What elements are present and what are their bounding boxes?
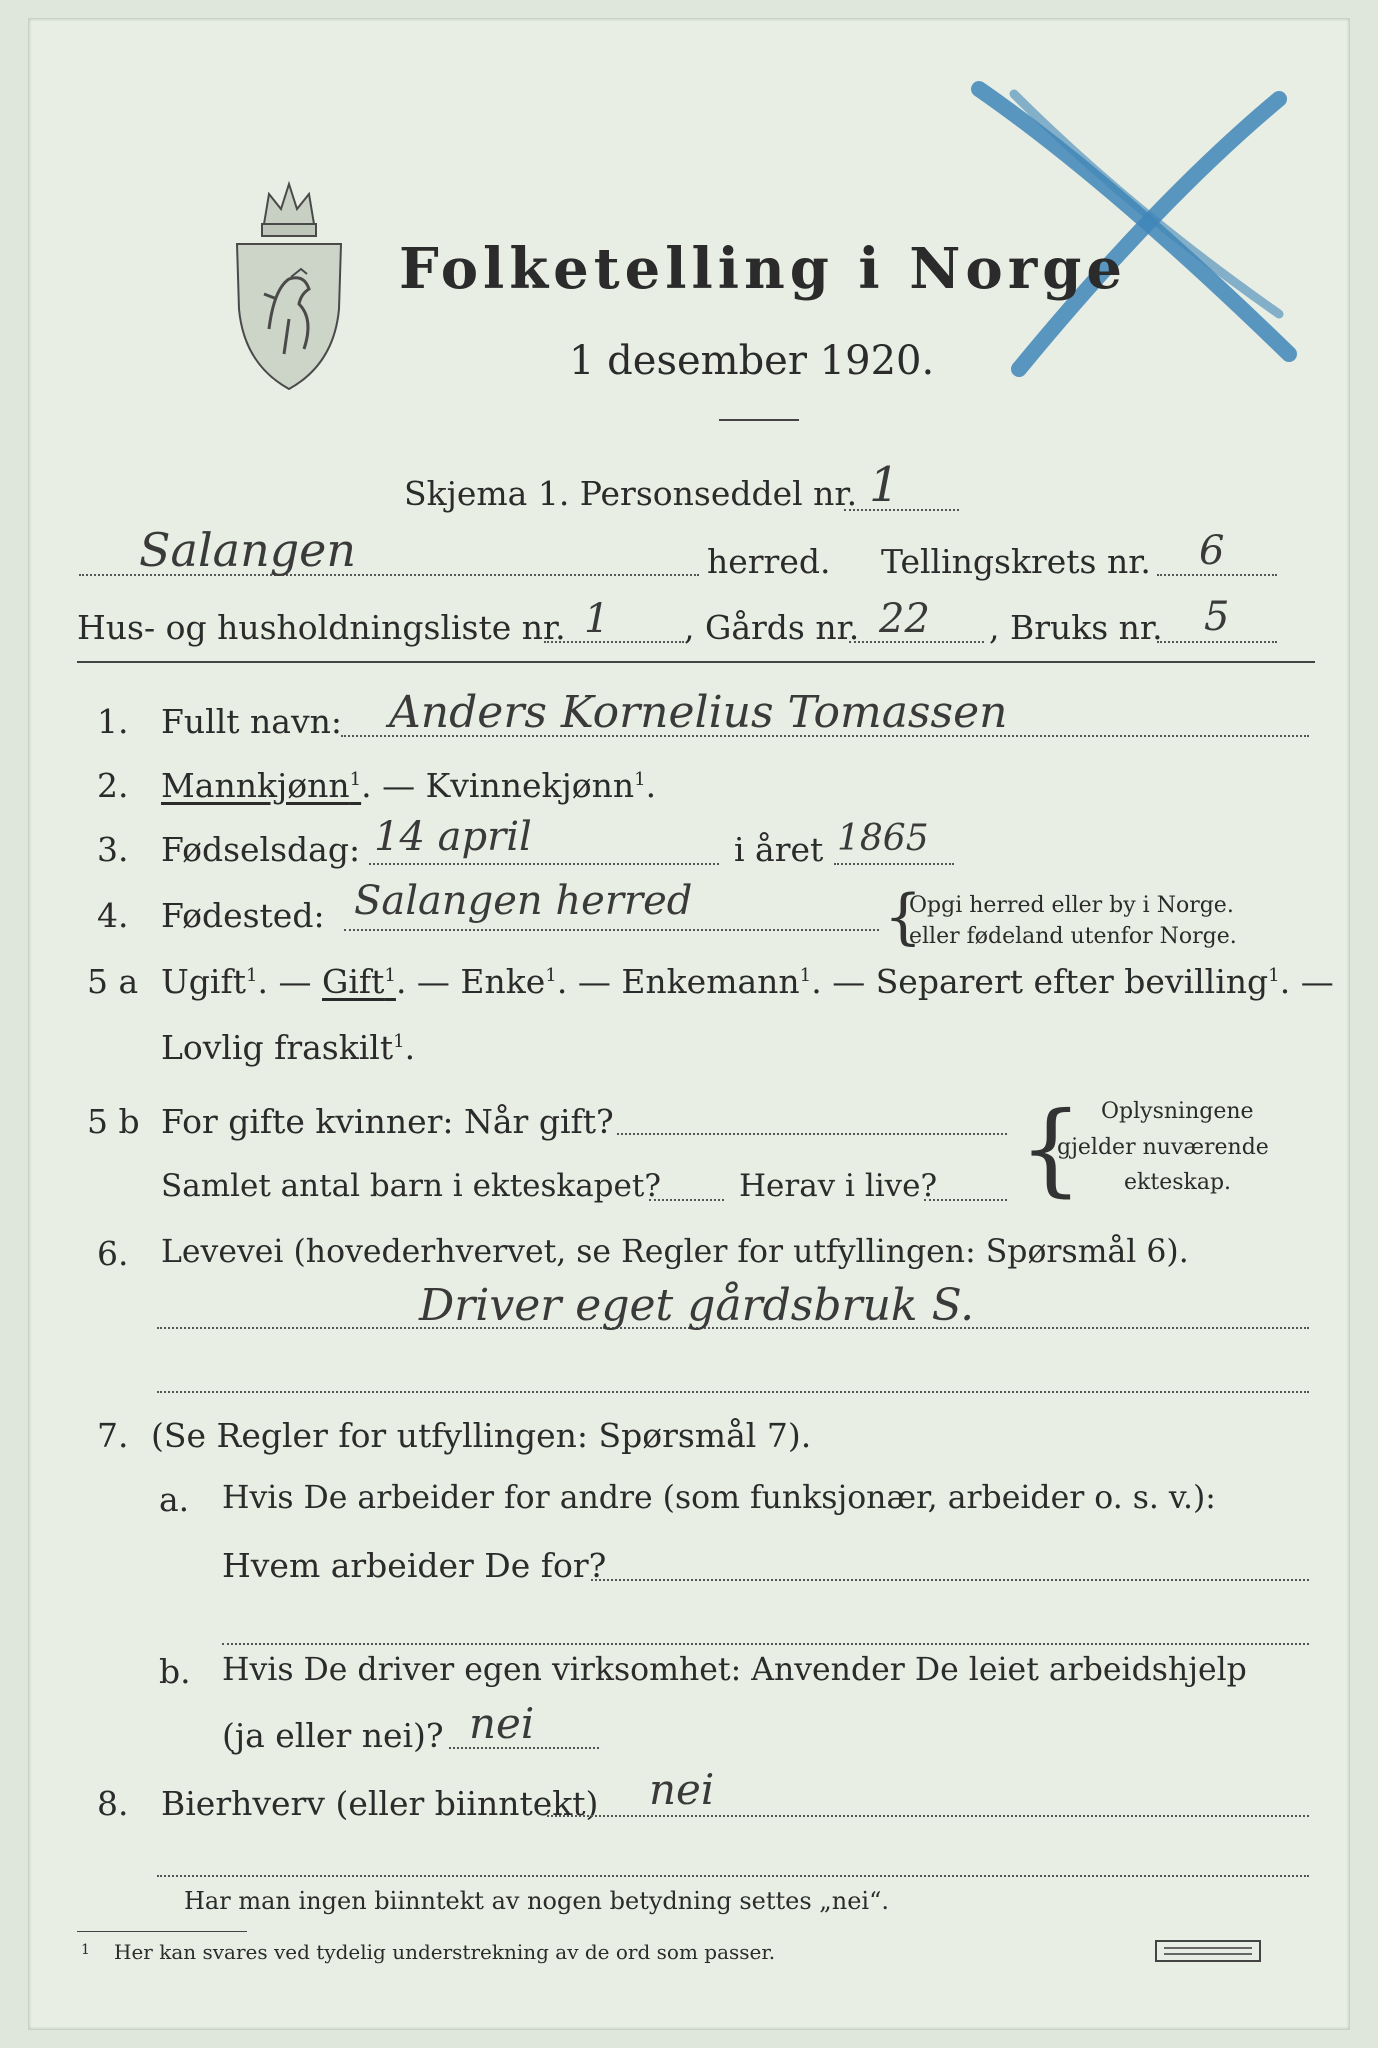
birthplace-field[interactable] <box>344 929 879 931</box>
gards-value: 22 <box>879 596 930 642</box>
title-divider <box>719 419 799 421</box>
herred-label: herred. <box>707 542 831 581</box>
children-alive-field[interactable] <box>924 1199 1007 1201</box>
option-enke[interactable]: Enke$^1$ <box>460 962 557 1001</box>
personseddel-field[interactable] <box>844 509 959 511</box>
q4-note-2: eller fødeland utenfor Norge. <box>909 924 1237 949</box>
coat-of-arms-icon <box>229 179 349 394</box>
q5b-note-1: Oplysningene <box>1101 1099 1254 1124</box>
side-income-value: nei <box>649 1765 715 1814</box>
q1-number: 1. <box>97 702 129 741</box>
q7b-letter: b. <box>159 1652 191 1691</box>
bruks-value: 5 <box>1204 594 1230 640</box>
hired-help-value: nei <box>469 1699 535 1748</box>
footnote-text: Her kan svares ved tydelig understrekning av de ord som passer. <box>114 1940 776 1964</box>
gards-label: , Gårds nr. <box>684 608 860 647</box>
q3-label: Fødselsdag: <box>161 830 361 869</box>
q2-options: Mannkjønn$^1$. — Kvinnekjønn$^1$. <box>161 766 657 805</box>
q7-number: 7. <box>97 1416 129 1455</box>
option-enkemann[interactable]: Enkemann$^1$ <box>621 962 812 1001</box>
form-title: Folketelling i Norge <box>399 236 1128 302</box>
q8-label: Bierhverv (eller biinntekt) <box>161 1784 599 1823</box>
option-mannkjonn[interactable]: Mannkjønn$^1$ <box>161 766 362 805</box>
tellingskrets-label: Tellingskrets nr. <box>881 542 1151 581</box>
birthyear-value: 1865 <box>837 818 929 859</box>
q5b-label-2: Samlet antal barn i ekteskapet? <box>161 1168 661 1204</box>
husliste-label: Hus- og husholdningsliste nr. <box>77 608 566 647</box>
q5b-brace: { <box>1019 1090 1083 1207</box>
option-ugift[interactable]: Ugift$^1$ <box>161 962 258 1001</box>
side-income-field-2[interactable] <box>157 1875 1309 1877</box>
q5b-note-3: ekteskap. <box>1124 1170 1232 1195</box>
bruks-label: , Bruks nr. <box>989 608 1163 647</box>
tellingskrets-field[interactable] <box>1157 574 1277 576</box>
q7b-label: Hvis De driver egen virksomhet: Anvender De leiet arbeidshjelp <box>222 1652 1247 1688</box>
q5a-options: Ugift$^1$. — Gift$^1$. — Enke$^1$. — Enkemann$^1$. — Separert efter bevilling$^1$. — <box>161 962 1334 1001</box>
q5a-number: 5 a <box>87 962 139 1001</box>
blue-cross-mark <box>959 59 1309 379</box>
birthday-field[interactable] <box>369 863 719 865</box>
children-count-field[interactable] <box>649 1199 724 1201</box>
q5b-label-3: Herav i live? <box>739 1168 938 1204</box>
q3-number: 3. <box>97 830 129 869</box>
birthplace-value: Salangen herred <box>354 878 693 924</box>
occupation-value: Driver eget gårdsbruk S. <box>419 1280 975 1331</box>
q5b-number: 5 b <box>87 1102 140 1141</box>
q2-number: 2. <box>97 766 129 805</box>
tellingskrets-value: 6 <box>1199 528 1225 574</box>
q4-brace: { <box>884 882 923 952</box>
q1-label: Fullt navn: <box>161 702 342 741</box>
q4-number: 4. <box>97 896 129 935</box>
q6-number: 6. <box>97 1234 129 1273</box>
q7b-label-2: (ja eller nei)? <box>222 1716 444 1755</box>
option-separert[interactable]: Separert efter bevilling$^1$ <box>875 962 1280 1001</box>
bruks-field[interactable] <box>1157 641 1277 643</box>
option-kvinnekjonn[interactable]: Kvinnekjønn$^1$. <box>425 766 657 805</box>
personseddel-value: 1 <box>869 457 900 513</box>
q5b-note-2: gjelder nuværende <box>1057 1135 1269 1160</box>
q8-number: 8. <box>97 1784 129 1823</box>
footnote-divider <box>77 1931 247 1932</box>
census-form <box>28 18 1350 2030</box>
married-date-field[interactable] <box>617 1133 1007 1135</box>
q7a-label: Hvis De arbeider for andre (som funksjonær, arbeider o. s. v.): <box>222 1480 1216 1516</box>
birthday-value: 14 april <box>374 814 532 860</box>
husliste-value: 1 <box>584 596 610 642</box>
birthyear-field[interactable] <box>834 863 954 865</box>
option-lovlig-fraskilt[interactable]: Lovlig fraskilt$^1$. <box>161 1028 416 1067</box>
q7-label: (Se Regler for utfyllingen: Spørsmål 7). <box>151 1416 812 1455</box>
husliste-field[interactable] <box>544 641 684 643</box>
printer-stamp <box>1154 1937 1264 1965</box>
option-gift[interactable]: Gift$^1$ <box>322 962 396 1001</box>
census-date: 1 desember 1920. <box>569 338 935 384</box>
employer-field-2[interactable] <box>222 1643 1309 1645</box>
occupation-field-2[interactable] <box>157 1391 1309 1393</box>
q7a-letter: a. <box>159 1480 190 1519</box>
herred-value: Salangen <box>139 523 356 577</box>
q4-label: Fødested: <box>161 896 325 935</box>
skjema-label: Skjema 1. Personseddel nr. <box>404 474 858 513</box>
q3-year-label: i året <box>734 830 824 869</box>
q4-note-1: Opgi herred eller by i Norge. <box>909 893 1234 918</box>
full-name-value: Anders Kornelius Tomassen <box>389 687 1008 738</box>
q7a-label-2: Hvem arbeider De for? <box>222 1546 607 1585</box>
side-income-field[interactable] <box>547 1815 1309 1817</box>
q5b-label: For gifte kvinner: Når gift? <box>161 1102 614 1141</box>
footnote-mark: 1 <box>81 1942 90 1958</box>
employer-field[interactable] <box>591 1579 1309 1581</box>
header-divider <box>77 661 1315 663</box>
nei-note: Har man ingen biinntekt av nogen betydning settes „nei“. <box>184 1887 889 1915</box>
q6-label: Levevei (hovederhvervet, se Regler for utfyllingen: Spørsmål 6). <box>161 1234 1189 1270</box>
